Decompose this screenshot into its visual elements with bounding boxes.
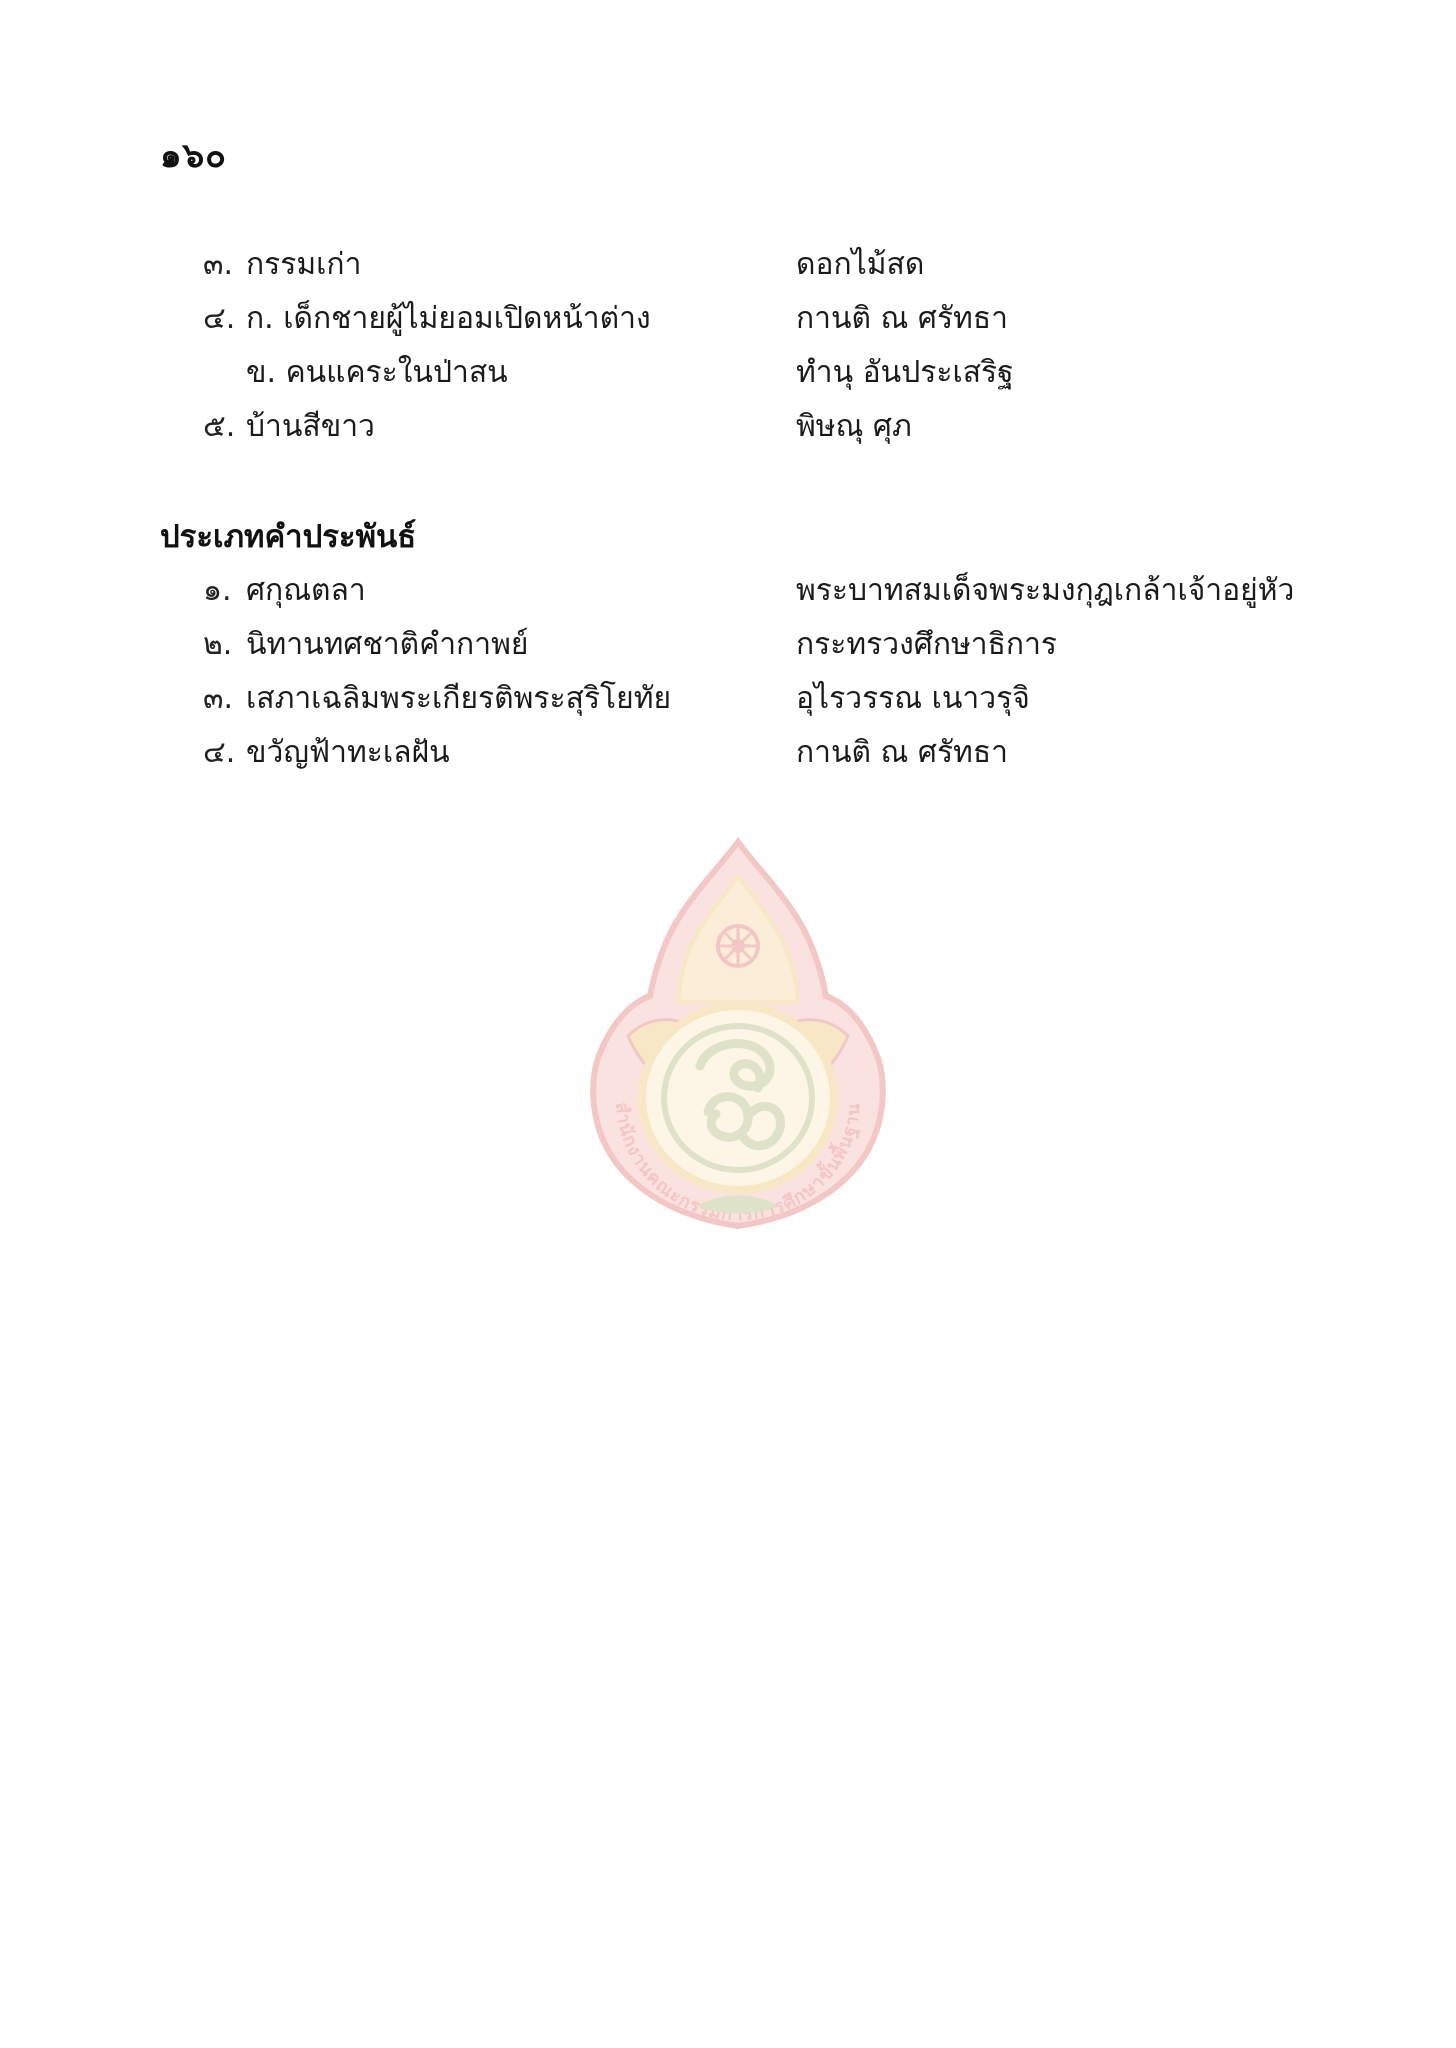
item-number: ๓. (203, 681, 234, 716)
item-title: ก. เด็กชายผู้ไม่ยอมเปิดหน้าต่าง (246, 301, 651, 336)
list-item (0, 618, 1456, 672)
item-number: ๕. (203, 409, 236, 444)
item-title: เสภาเฉลิมพระเกียรติพระสุริโยทัย (246, 681, 672, 716)
item-author: พระบาทสมเด็จพระมงกุฎเกล้าเจ้าอยู่หัว (796, 573, 1295, 608)
item-author: กานติ ณ ศรัทธา (796, 301, 1008, 336)
item-author: อุไรวรรณ เนาวรุจิ (796, 681, 1030, 716)
item-number: ๓. (203, 247, 234, 282)
item-title: ศกุณตลา (246, 573, 366, 608)
svg-text:สำนักงานคณะกรรมการการศึกษาขั้น: สำนักงานคณะกรรมการการศึกษาขั้นพื้นฐาน (610, 1100, 866, 1226)
item-author: พิษณุ ศุภ (796, 409, 912, 444)
item-number: ๔. (203, 301, 236, 336)
item-number: ๔. (203, 735, 236, 770)
page-number: ๑๖๐ (160, 136, 227, 176)
item-title: กรรมเก่า (246, 247, 362, 282)
list-item (0, 672, 1456, 726)
item-title: บ้านสีขาว (246, 409, 375, 444)
item-author: ทำนุ อันประเสริฐ (796, 355, 1014, 390)
list-item (0, 346, 1456, 400)
item-author: ดอกไม้สด (796, 247, 925, 282)
item-title: นิทานทศชาติคำกาพย์ (246, 627, 529, 662)
item-title: ขวัญฟ้าทะเลฝัน (246, 735, 450, 770)
item-number: ๑. (203, 573, 232, 608)
list-item (0, 238, 1456, 292)
list-item (0, 400, 1456, 454)
list-item (0, 292, 1456, 346)
item-title: ข. คนแคระในป่าสน (246, 355, 508, 390)
item-author: กระทรวงศึกษาธิการ (796, 627, 1058, 662)
item-number: ๒. (203, 627, 233, 662)
list-item (0, 564, 1456, 618)
ministry-seal-watermark-icon (588, 836, 888, 1232)
item-author: กานติ ณ ศรัทธา (796, 735, 1008, 770)
list-item (0, 726, 1456, 780)
section-heading: ประเภทคำประพันธ์ (160, 519, 417, 555)
